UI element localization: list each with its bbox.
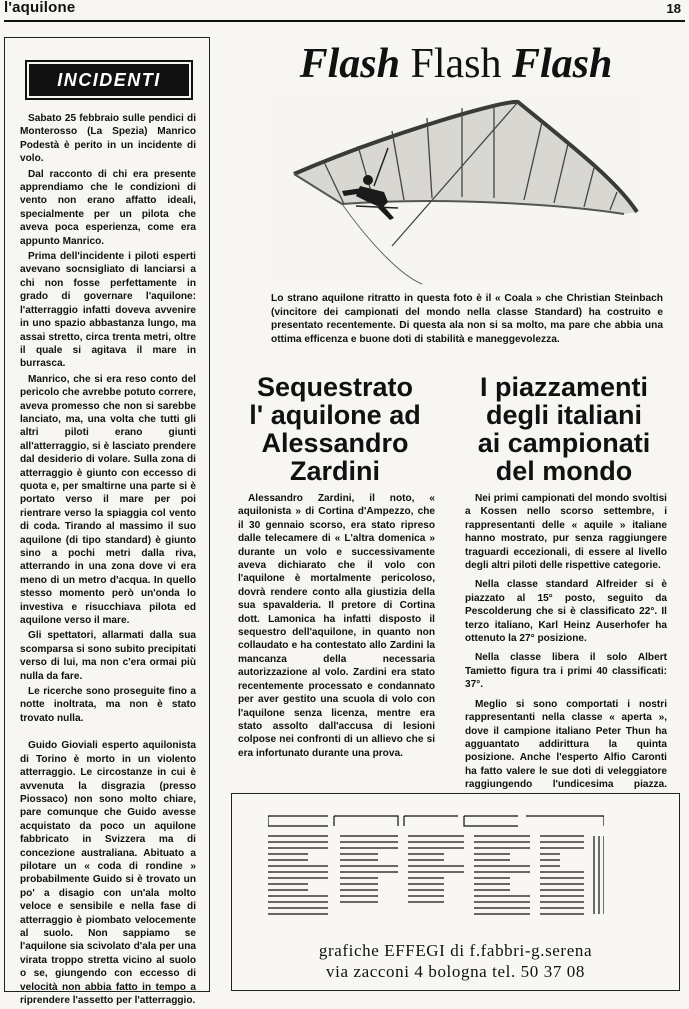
paragraph: Le ricerche sono proseguite fino a notte inoltrata, ma non è stato trovato nulla.	[20, 686, 196, 724]
paragraph: Manrico, che si era reso conto del pericolo che avrebbe potuto correre, aveva promesso che non si sarebbe lanciato, ma, una volta che tutti gli altri piloti erano giunti all'atterraggio, si è lasciato prendere dal desiderio di volare. Sulla zona di atterraggio è giunto con eccesso di quota e, per smaltirne una parte si è portato verso il mare per poi rientrare verso la spiaggia col vento di coda. Tirando al massimo il suo aquilone (di tipo standard) è giunto sino a pochi metri dalla riva, atterrando in una zona dove vi era meno di un metro d'acqua. In quello stesso momento però un'onda lo investiva e risucchiava pilota ed aquilone verso il mare.	[20, 373, 196, 627]
paragraph: Dal racconto di chi era presente apprendiamo che le condizioni di vento non erano affatto ideali, specialmente per un pilota che aveva poca esperienza, come era appunto Manrico.	[20, 168, 196, 247]
paragraph: Nei primi campionati del mondo svoltisi a Kossen nello scorso settembre, i rappresentanti delle « aquile » italiane hanno mostrato, pur senza raggiungere traguardi eccezionali, di essere al livello degli altri piloti delle rispettive categorie.	[465, 493, 667, 572]
piazzamenti-body	[465, 492, 667, 811]
magazine-name: l'aquilone	[4, 0, 76, 16]
hang-glider-photo	[272, 96, 642, 286]
piazzamenti-headline	[455, 373, 673, 485]
paragraph: Guido Gioviali esperto aquilonista di Torino è morto in un violento atterraggio. Le circostanze in cui è avvenuta la disgrazia (presso Piossaco) non sono molto chiare, pare comunque che Guido avesse acquistato da poco un aquilone fabbricato in Svizzera ma di concezione australiana. Abituato a pilotare un « coda di rondine » probabilmente Guido si è trovato un po' a disagio con un'ala molto veloce e sensibile e nella fase di atterraggio è piombato velocemente al suolo. Non sappiamo se l'aquilone sia scivolato d'ala per una virata troppo stretta vicino al suolo o se, giungendo con eccesso di velocità non abbia fatto in tempo a riprendere l'assetto per l'atterraggio.	[20, 740, 196, 1006]
paragraph: Meglio si sono comportati i nostri rappresentanti nella classe « aperta », dove il campione italiano Peter Thun ha agguantato addirittura la quinta posizione. Anche l'esperto Alfio Caronti ha fatto valere le sue doti di veleggiatore raggiungendo l'undicesima piazza.	[465, 698, 667, 791]
headline-line: degli italiani	[485, 400, 643, 430]
flash-title-word: Flash	[512, 41, 613, 87]
flash-title-word: Flash	[299, 41, 400, 87]
headline-line: Zardini	[289, 456, 380, 486]
paragraph: Nella classe standard Alfreider si è piazzato al 15° posto, seguito da Pescolderung che si è classificato 22°. Il terzo italiano, Karl Heinz Auserhofer ha ottenuto la 27° posizione.	[465, 579, 667, 645]
headline-line: l' aquilone ad	[249, 400, 421, 430]
header-rule	[4, 20, 685, 22]
headline-line: del mondo	[495, 456, 633, 486]
incidenti-column	[4, 37, 210, 1006]
incidenti-body	[20, 112, 196, 1009]
paragraph: Gli spettatori, allarmati dalla sua scomparsa si sono subito precipitati verso di lui, ma non c'era ormai più nulla da fare.	[20, 630, 196, 682]
paragraph: Prima dell'incidente i piloti esperti avevano socnsigliato di lanciarsi a chi non fosse perfettamente in grado di governare l'aquilone: l'atterraggio infatti doveva avvenire in uno spazio abbastanza lungo, ma assai stretto, circa trenta metri, oltre il quale si agitava il mare in burrasca.	[20, 251, 196, 370]
paragraph: Alessandro Zardini, il noto, « aquilonista » di Cortina d'Ampezzo, che il 30 gennaio scorso, era stato ripreso dalle telecamere di « L'altra domenica » durante un volo e successivamente aveva dichiarato che il volo con l'aquilone è mortalmente pericoloso, dovrà rendere conto alla giustizia della sua spavalderia. Il pretore di Cortina dott. Lamonica ha infatti disposto il sequestro dell'aquilone, in quanto non collaudato e ha contestato allo Zardini la mancanza della necessaria autorizzazione al volo. Zardini era stato recentemente processato e condannato per aver gestito una scuola di volo con l'aquilone senza licenza, mentre era stato assolto dall'accusa di lesioni colpose nei confronti di un allievo che si era infortunato durante una prova.	[238, 493, 435, 759]
page-number: 18	[666, 1, 681, 16]
advertisement	[231, 793, 680, 991]
paragraph: Sabato 25 febbraio sulle pendici di Monterosso (La Spezia) Manrico Podestà è perito in un incidente di volo.	[20, 113, 196, 165]
sequestro-body	[238, 492, 435, 766]
headline-line: ai campionati	[477, 428, 651, 458]
ad-address-line: via zacconi 4 bologna tel. 50 37 08	[326, 962, 585, 981]
incidenti-badge: INCIDENTI	[29, 64, 189, 96]
flash-title	[232, 40, 680, 88]
headline-line: I piazzamenti	[479, 372, 649, 402]
headline-line: Alessandro	[261, 428, 409, 458]
headline-line: Sequestrato	[256, 372, 414, 402]
effegi-logo	[268, 814, 604, 922]
flash-title-word: Flash	[410, 41, 502, 87]
photo-caption: Lo strano aquilone ritratto in questa foto è il « Coala » che Christian Steinbach (vincitore dei campionati del mondo nella classe Standard) ha costruito e presentato recentemente. Di questa ala non si sa molto, ma pare che abbia una ottima efficenza e buone doti di stabilità e maneggevolezza.	[271, 293, 663, 345]
logo-text: EFFEGI	[268, 814, 272, 815]
ad-company-line: grafiche EFFEGI di f.fabbri-g.serena	[318, 941, 593, 960]
sequestro-headline	[232, 373, 438, 485]
paragraph: Nella classe libera il solo Albert Tamietto figura tra i primi 40 classificati: 37°.	[465, 652, 667, 691]
